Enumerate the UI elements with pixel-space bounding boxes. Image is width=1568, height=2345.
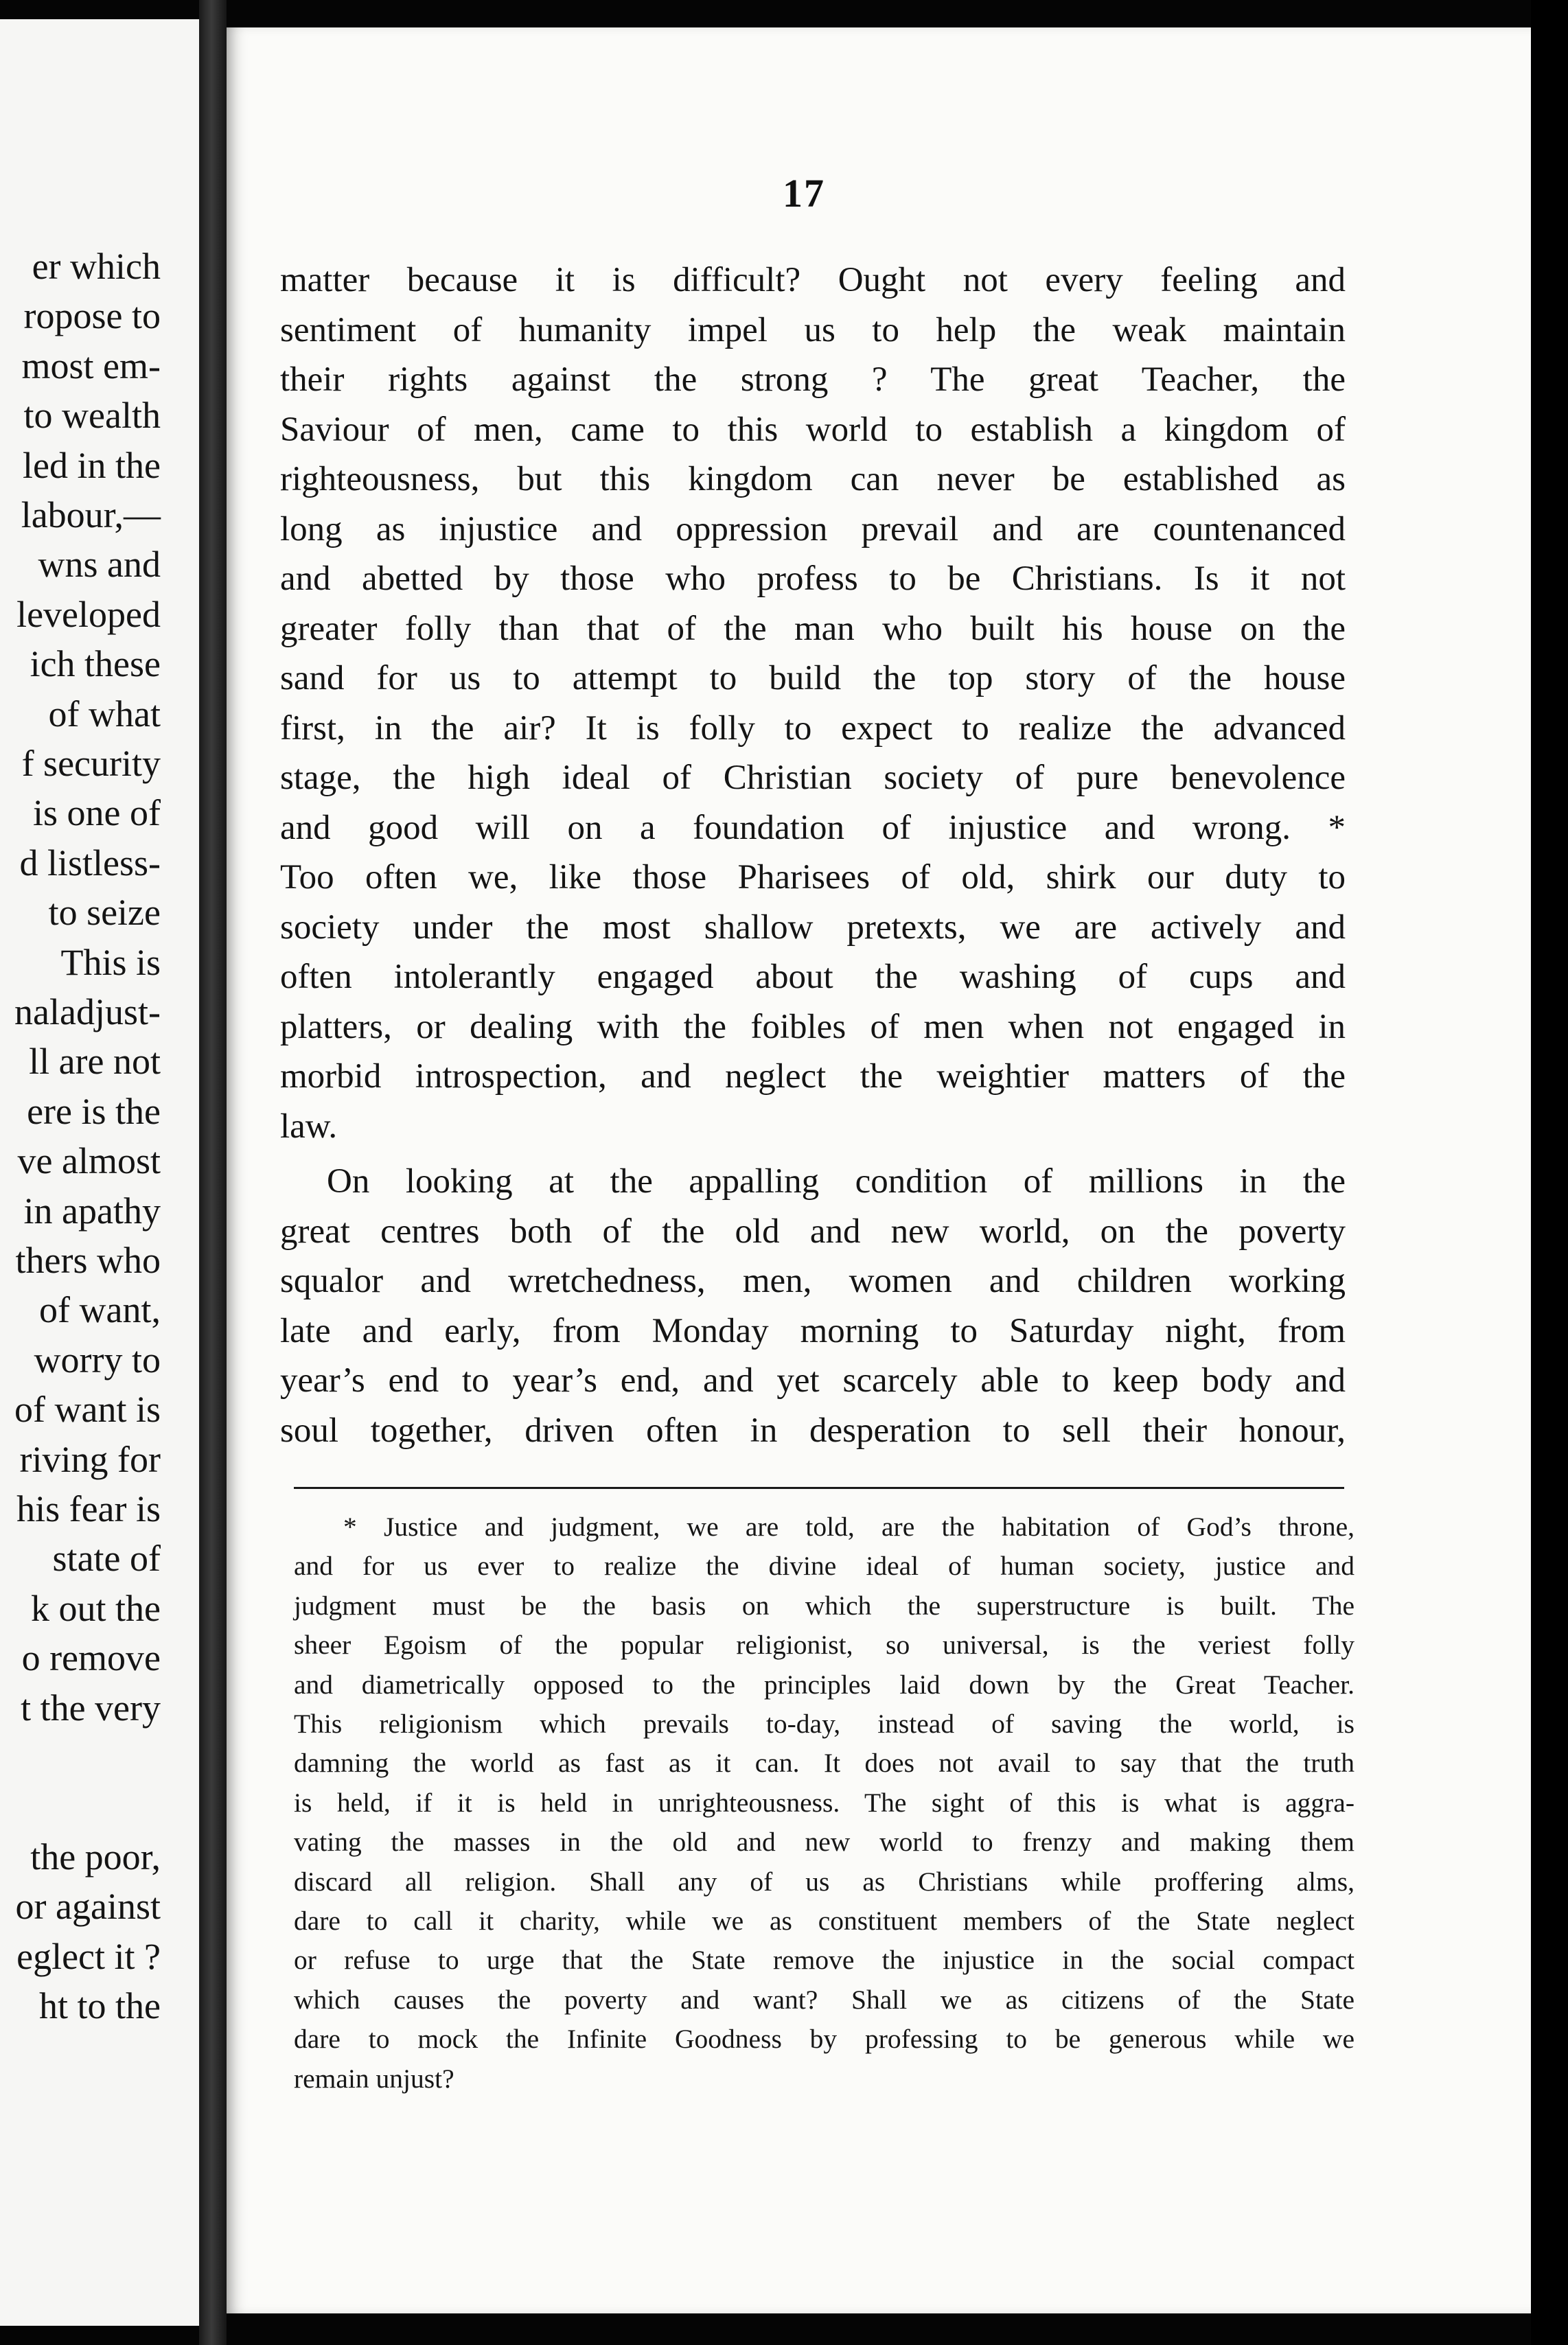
facing-page-line: in apathy xyxy=(23,1190,161,1232)
page-number: 17 xyxy=(783,171,825,216)
facing-page-line: f security xyxy=(21,743,161,784)
text-line: platters, or dealing with the foibles of men when not engaged in xyxy=(280,1007,1346,1046)
facing-page-line: ere is the xyxy=(27,1090,161,1132)
text-line: and good will on a foundation of injustice and wrong. * xyxy=(280,808,1346,847)
text-line: and abetted by those who profess to be Christians. Is it not xyxy=(280,559,1346,598)
text-line: law. xyxy=(280,1107,338,1146)
facing-page-line: o remove xyxy=(21,1637,161,1679)
body-text xyxy=(280,255,1346,1455)
facing-page-line: This is xyxy=(60,941,161,983)
footnote-line: remain unjust? xyxy=(294,2063,454,2094)
scan-right-edge xyxy=(1531,0,1568,2345)
footnote-line: vating the masses in the old and new world to frenzy and making them xyxy=(294,1827,1354,1858)
text-line: great centres both of the old and new world, on the poverty xyxy=(280,1212,1346,1251)
text-line: first, in the air? It is folly to expect to realize the advanced xyxy=(280,708,1346,748)
footnote-line: damning the world as fast as it can. It does not avail to say that the truth xyxy=(294,1748,1354,1779)
facing-page-line: the poor, xyxy=(30,1836,161,1878)
text-line: On looking at the appalling condition of millions in the xyxy=(327,1162,1346,1201)
facing-page-line: to seize xyxy=(48,892,161,934)
text-line: soul together, driven often in desperation to sell their honour, xyxy=(280,1411,1346,1450)
facing-page-line: of what xyxy=(48,693,161,735)
facing-page-line: k out the xyxy=(31,1587,161,1629)
facing-page-line: er which xyxy=(32,246,161,287)
footnote-rule xyxy=(294,1487,1344,1489)
facing-page-fragment xyxy=(0,19,199,2326)
text-line: greater folly than that of the man who built his house on the xyxy=(280,609,1346,648)
facing-page-line: most em- xyxy=(21,345,161,386)
facing-page-line: of want is xyxy=(14,1389,161,1431)
text-line: long as injustice and oppression prevail and are countenanced xyxy=(280,509,1346,548)
footnote-line: is held, if it is held in unrighteousness. The sight of this is what is aggra- xyxy=(294,1787,1354,1818)
footnote-line: * Justice and judgment, we are told, are the habitation of God’s throne, xyxy=(343,1512,1354,1542)
facing-page-line: ich these xyxy=(30,643,161,685)
facing-page-line: thers who xyxy=(15,1240,161,1281)
footnote-line: and diametrically opposed to the principles laid down by the Great Teacher. xyxy=(294,1669,1354,1700)
paragraph-2 xyxy=(280,1157,1346,1455)
facing-page-line: is one of xyxy=(33,792,161,834)
footnote-line: sheer Egoism of the popular religionist, so universal, is the veriest folly xyxy=(294,1630,1354,1661)
facing-page-line: riving for xyxy=(19,1438,161,1480)
facing-page-line: ve almost xyxy=(17,1140,161,1182)
text-line: sentiment of humanity impel us to help the weak maintain xyxy=(280,310,1346,349)
text-line: society under the most shallow pretexts, we are actively and xyxy=(280,908,1346,947)
facing-page-line: leveloped xyxy=(16,593,161,635)
footnote-line: dare to mock the Infinite Goodness by professing to be generous while we xyxy=(294,2024,1354,2055)
facing-page-line: led in the xyxy=(23,444,161,486)
text-line: morbid introspection, and neglect the weightier matters of the xyxy=(280,1057,1346,1096)
text-line: matter because it is difficult? Ought not every feeling and xyxy=(280,261,1346,299)
text-line: Too often we, like those Pharisees of old, shirk our duty to xyxy=(280,858,1346,897)
text-line: often intolerantly engaged about the washing of cups and xyxy=(280,958,1346,996)
text-line: year’s end to year’s end, and yet scarcely able to keep body and xyxy=(280,1361,1346,1400)
footnote-line: dare to call it charity, while we as constituent members of the State neglect xyxy=(294,1906,1354,1937)
text-line: squalor and wretchedness, men, women and children working xyxy=(280,1262,1346,1300)
facing-page-line: naladjust- xyxy=(14,991,161,1032)
book-gutter xyxy=(199,0,227,2345)
paragraph-1 xyxy=(280,255,1346,1151)
text-line: late and early, from Monday morning to Saturday night, from xyxy=(280,1311,1346,1350)
footnote xyxy=(294,1508,1354,2099)
facing-page-line: to wealth xyxy=(23,395,161,437)
text-line: righteousness, but this kingdom can never be established as xyxy=(280,460,1346,498)
facing-page-line: ht to the xyxy=(39,1985,161,2026)
facing-page-line: labour,— xyxy=(21,494,161,535)
facing-page-line: of want, xyxy=(39,1289,161,1331)
footnote-line: judgment must be the basis on which the superstructure is built. The xyxy=(294,1590,1354,1621)
facing-page-line: eglect it ? xyxy=(16,1935,161,1977)
footnote-line: or refuse to urge that the State remove the injustice in the social compact xyxy=(294,1945,1354,1976)
text-line: stage, the high ideal of Christian society of pure benevolence xyxy=(280,759,1346,797)
facing-page-line: his fear is xyxy=(16,1488,161,1529)
facing-page-line: state of xyxy=(52,1538,161,1580)
facing-page-line: worry to xyxy=(34,1339,161,1381)
text-line: sand for us to attempt to build the top story of the house xyxy=(280,659,1346,697)
facing-page-line: wns and xyxy=(38,544,161,586)
text-line: Saviour of men, came to this world to establish a kingdom of xyxy=(280,410,1346,449)
footnote-line: which causes the poverty and want? Shall we as citizens of the State xyxy=(294,1984,1354,2015)
facing-page-line: ll are not xyxy=(29,1041,161,1083)
facing-page-line: d listless- xyxy=(19,842,161,883)
footnote-line: discard all religion. Shall any of us as Christians while proffering alms, xyxy=(294,1866,1354,1897)
facing-page-line: or against xyxy=(15,1886,161,1928)
facing-page-line: ropose to xyxy=(23,295,161,337)
facing-page-line: t the very xyxy=(21,1687,161,1729)
text-line: their rights against the strong ? The great Teacher, the xyxy=(280,360,1346,399)
footnote-line: This religionism which prevails to-day, instead of saving the world, is xyxy=(294,1709,1354,1740)
footnote-line: and for us ever to realize the divine ideal of human society, justice and xyxy=(294,1551,1354,1582)
